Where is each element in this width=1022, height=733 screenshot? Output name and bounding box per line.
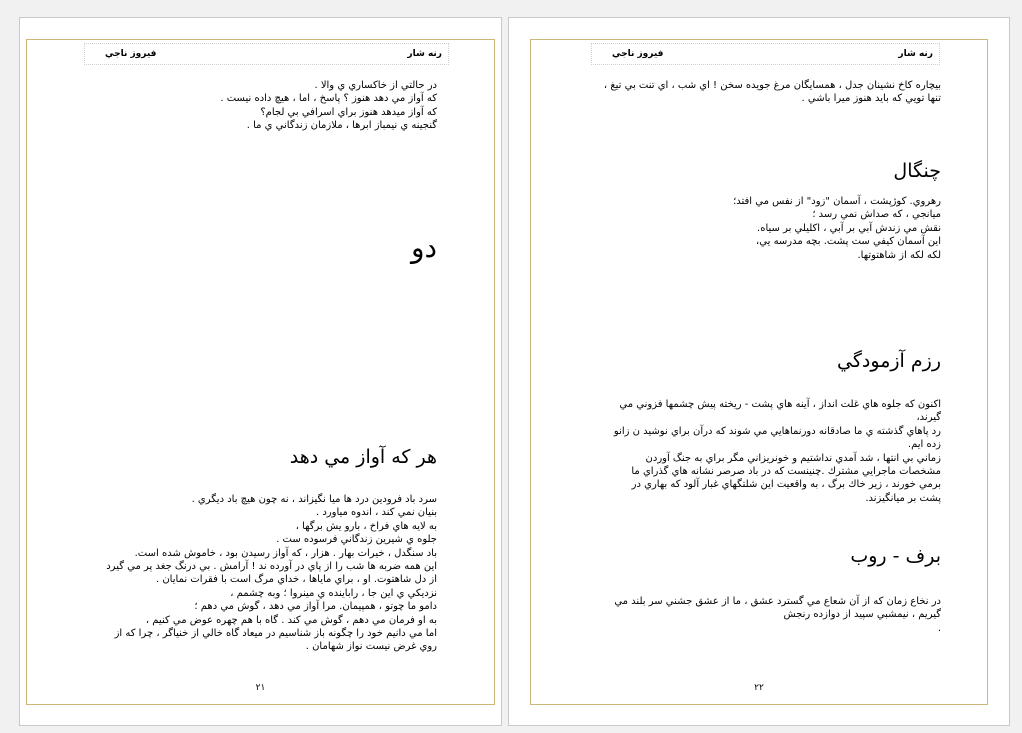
- text-line: اما مي دانيم خود را چگونه باز شناسيم در ميعاد گاه خالي از خنياگر ، چرا كه از: [114, 628, 437, 640]
- text-line: تنها تويي كه بايد هنوز ميرا باشي .: [801, 93, 941, 105]
- text-line: در نخاع زمان كه از آن شعاع مي گسترد عشق ، ما از عشق جشني سر بلند مي: [614, 596, 941, 607]
- text-line: نقش مي زندش آبي بر آبي ، اكليلي بر سياه.: [757, 222, 941, 234]
- text-line: كه آواز مي دهد هنوز ؟ پاسخ ، اما ، هيچ داده نيست .: [220, 93, 437, 105]
- header-author: فيروز ناجي: [105, 49, 157, 59]
- poem-title: هر كه آواز مي دهد: [289, 446, 437, 468]
- text-line: رهروي. كوژپشت ، آسمان "زود" از نفس مي افتد؛: [733, 196, 941, 207]
- text-line: نزديكي ي اين جا ، راباينده ي مينروا ؛ وبه چشمم ،: [230, 587, 437, 599]
- page-22: [509, 18, 1009, 725]
- text-line: از دل شاهتوت. او ، براي ماياها ، خداي مرگ است با فقرات نمايان .: [155, 574, 437, 586]
- section-body: [614, 398, 941, 505]
- section-title-barf: برف - روب: [850, 545, 941, 567]
- text-line: برمي خورند ، زير خاك برگ ، به واقعيت اين شلتگهاي غبار آلود كه بهاري در: [631, 479, 941, 491]
- page-header: [591, 43, 940, 65]
- header-title: رنه شار: [407, 49, 442, 59]
- text-line: بنيان نمي كند ، اندوه مياورد .: [315, 507, 437, 519]
- section-title-chengal: چنگال: [893, 160, 941, 182]
- text-line: پشت بر ميانگيزند.: [865, 492, 941, 504]
- intro-paragraph: [604, 79, 941, 106]
- header-title: رنه شار: [898, 49, 933, 59]
- page-number: ٢٢: [754, 683, 764, 693]
- text-line: اين آسمان كيفي ست پشت. بچه مدرسه يي،: [756, 236, 941, 248]
- header-author: فيروز ناجي: [612, 49, 664, 59]
- section-title-razm: رزم آزمودگي: [837, 350, 941, 372]
- section-title: دو: [411, 231, 437, 264]
- text-line: گيرند،: [916, 412, 941, 424]
- text-line: .: [937, 622, 941, 634]
- text-line: سرد باد فرودين درد ها ميا نگيزاند ، نه چون هيچ باد ديگري .: [191, 494, 437, 505]
- text-line: لكه لكه از شاهتوتها.: [857, 249, 941, 261]
- text-line: دامو ما چوتو ، همپيمان. مرا آواز مي دهد ، گوش مي دهم ؛: [194, 601, 437, 613]
- text-line: زده ايم.: [907, 439, 941, 451]
- text-line: به لايه هاي فراخ ، بارو يش برگها ،: [295, 520, 437, 532]
- page-21: [20, 18, 501, 725]
- text-line: باد سنگدل ، خيرات بهار . هزار ، كه آواز رسيدن بود ، خاموش شده است.: [134, 547, 437, 559]
- text-line: زماني بي انتها ، شد آمدي نداشتيم و خونريزاني مگر براي به جنگ آوردن: [645, 452, 941, 464]
- text-line: بيچاره كاخ نشينان جدل ، همسايگان مرغ جويده سخن ! اي شب ، اي تنت بي تيغ ،: [603, 80, 941, 91]
- text-line: روي غرض نيست نواز شهامان .: [305, 641, 437, 653]
- text-line: رد پاهاي گذشته ي ما صادقانه دورنماهايي مي شوند كه درآن براي نوشيد ن زانو: [613, 425, 941, 437]
- text-line: كه آواز ميدهد هنوز براي اسرافي بي لجام؟: [260, 106, 437, 118]
- page-header: [84, 43, 449, 65]
- text-line: گيريم ، نيمشبي سپيد از دوازده رنجش: [783, 609, 941, 621]
- intro-paragraph: [220, 79, 437, 133]
- text-line: ميانجي ، كه صداش نمي رسد ؛: [812, 209, 941, 221]
- section-body: [733, 195, 941, 262]
- text-line: در حالتي از خاكساري ي والا .: [314, 80, 437, 91]
- text-line: اين همه ضربه ها شب را از پاي در آورده ند ! آرامش . بي درنگ جغد پر مي گيرد: [106, 561, 437, 573]
- page-number: ٢١: [255, 683, 266, 693]
- text-line: جلوه ي شيرين زندگاني فرسوده ست .: [276, 534, 437, 546]
- section-body: [614, 595, 941, 635]
- text-line: مشخصات ماجرايي مشترك .چنينست كه در باد صرصر نشانه هاي گذراي ما: [631, 466, 941, 478]
- text-line: اكنون كه جلوه هاي غلت انداز ، آينه هاي پشت - ريخته پيش چشمها فزوني مي: [619, 399, 941, 410]
- text-line: به او فرمان مي دهم ، گوش مي كند . گاه با هم چهره عوض مي كنيم ،: [145, 614, 437, 626]
- text-line: گنجينه ي نيمباز ابرها ، ملازمان زندگاني ي ما .: [246, 120, 437, 132]
- poem-body: [106, 493, 437, 654]
